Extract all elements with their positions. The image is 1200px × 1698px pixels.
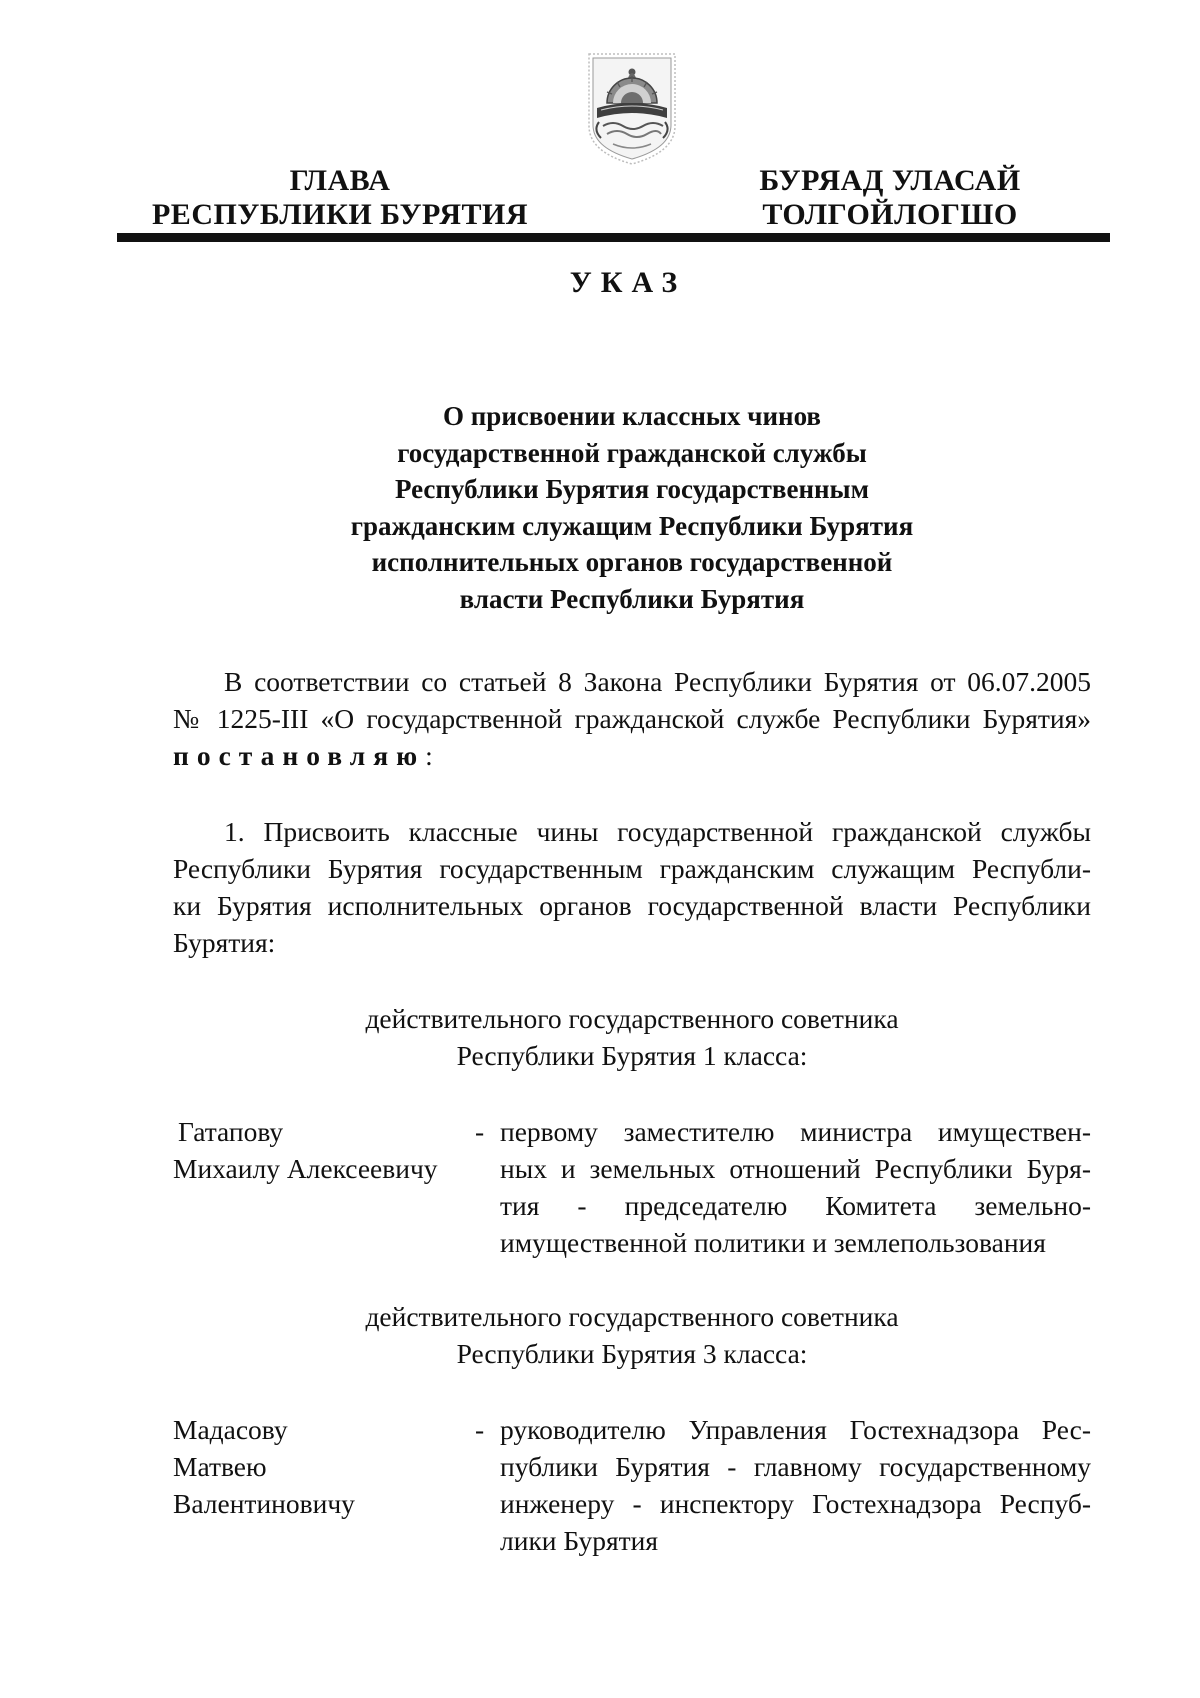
clause-line: Республики Бурятия государственным гражданским служащим Республи- xyxy=(173,853,1091,884)
position-line: ных и земельных отношений Республики Буря- xyxy=(500,1153,1091,1184)
decree-phrase xyxy=(173,738,433,775)
title-line: государственной гражданской службы xyxy=(397,437,867,468)
person-name-line: Матвею xyxy=(173,1451,267,1482)
preamble-line: № 1225-III «О государственной гражданской службе Республики Бурятия» xyxy=(173,703,1091,734)
title-line: О присвоении классных чинов xyxy=(443,401,821,431)
header-left-line2: РЕСПУБЛИКИ БУРЯТИЯ xyxy=(151,198,529,231)
header-right-title xyxy=(720,164,1060,232)
person-name-line: Мадасову xyxy=(173,1414,288,1445)
rank-line: действительного государственного советника xyxy=(365,1003,899,1034)
position-line: руководителю Управления Гостехнадзора Рес- xyxy=(500,1414,1091,1445)
separator-dash: - xyxy=(475,1116,485,1147)
rank-line: действительного государственного советника xyxy=(365,1301,899,1332)
rank-line: Республики Бурятия 1 класса: xyxy=(456,1040,808,1071)
document-type: УКАЗ xyxy=(569,266,687,299)
preamble-line: В соответствии со статьей 8 Закона Республики Бурятия от 06.07.2005 xyxy=(224,666,1091,697)
coat-of-arms-icon xyxy=(583,48,681,168)
header-divider xyxy=(117,233,1110,242)
person-name-line: Валентиновичу xyxy=(173,1488,355,1519)
decree-colon: : xyxy=(425,740,433,771)
header-right-line2: ТОЛГОЙЛОГШО xyxy=(762,198,1018,231)
position-line: тия - председателю Комитета земельно- xyxy=(500,1190,1091,1221)
person-name-line: Гатапову xyxy=(178,1116,284,1147)
person-name-line: Михаилу Алексеевичу xyxy=(173,1153,438,1184)
position-line: инженеру - инспектору Гостехнадзора Респуб- xyxy=(500,1488,1091,1519)
coat-of-arms-emblem xyxy=(583,48,681,168)
position-line: первому заместителю министра имуществен- xyxy=(500,1116,1091,1147)
separator-dash: - xyxy=(475,1414,485,1445)
header-right-line1: БУРЯАД УЛАСАЙ xyxy=(759,164,1021,197)
title-line: гражданским служащим Республики Бурятия xyxy=(350,510,914,541)
position-line: лики Бурятия xyxy=(500,1525,659,1556)
title-line: Республики Бурятия государственным xyxy=(394,474,870,504)
clause-line: ки Бурятия исполнительных органов государственной власти Республики xyxy=(173,890,1091,921)
decree-word: постановляю xyxy=(173,740,426,771)
title-line: исполнительных органов государственной xyxy=(371,547,893,577)
clause-line: Бурятия: xyxy=(173,927,276,958)
clause-line: 1. Присвоить классные чины государственной гражданской службы xyxy=(224,816,1091,847)
header-left-title xyxy=(140,164,540,232)
title-line: власти Республики Бурятия xyxy=(459,583,805,614)
document-title xyxy=(200,398,1064,617)
header-left-line1: ГЛАВА xyxy=(289,164,391,197)
position-line: имущественной политики и землепользования xyxy=(500,1227,1046,1258)
rank-line: Республики Бурятия 3 класса: xyxy=(456,1338,808,1369)
position-line: публики Бурятия - главному государственному xyxy=(500,1451,1091,1482)
